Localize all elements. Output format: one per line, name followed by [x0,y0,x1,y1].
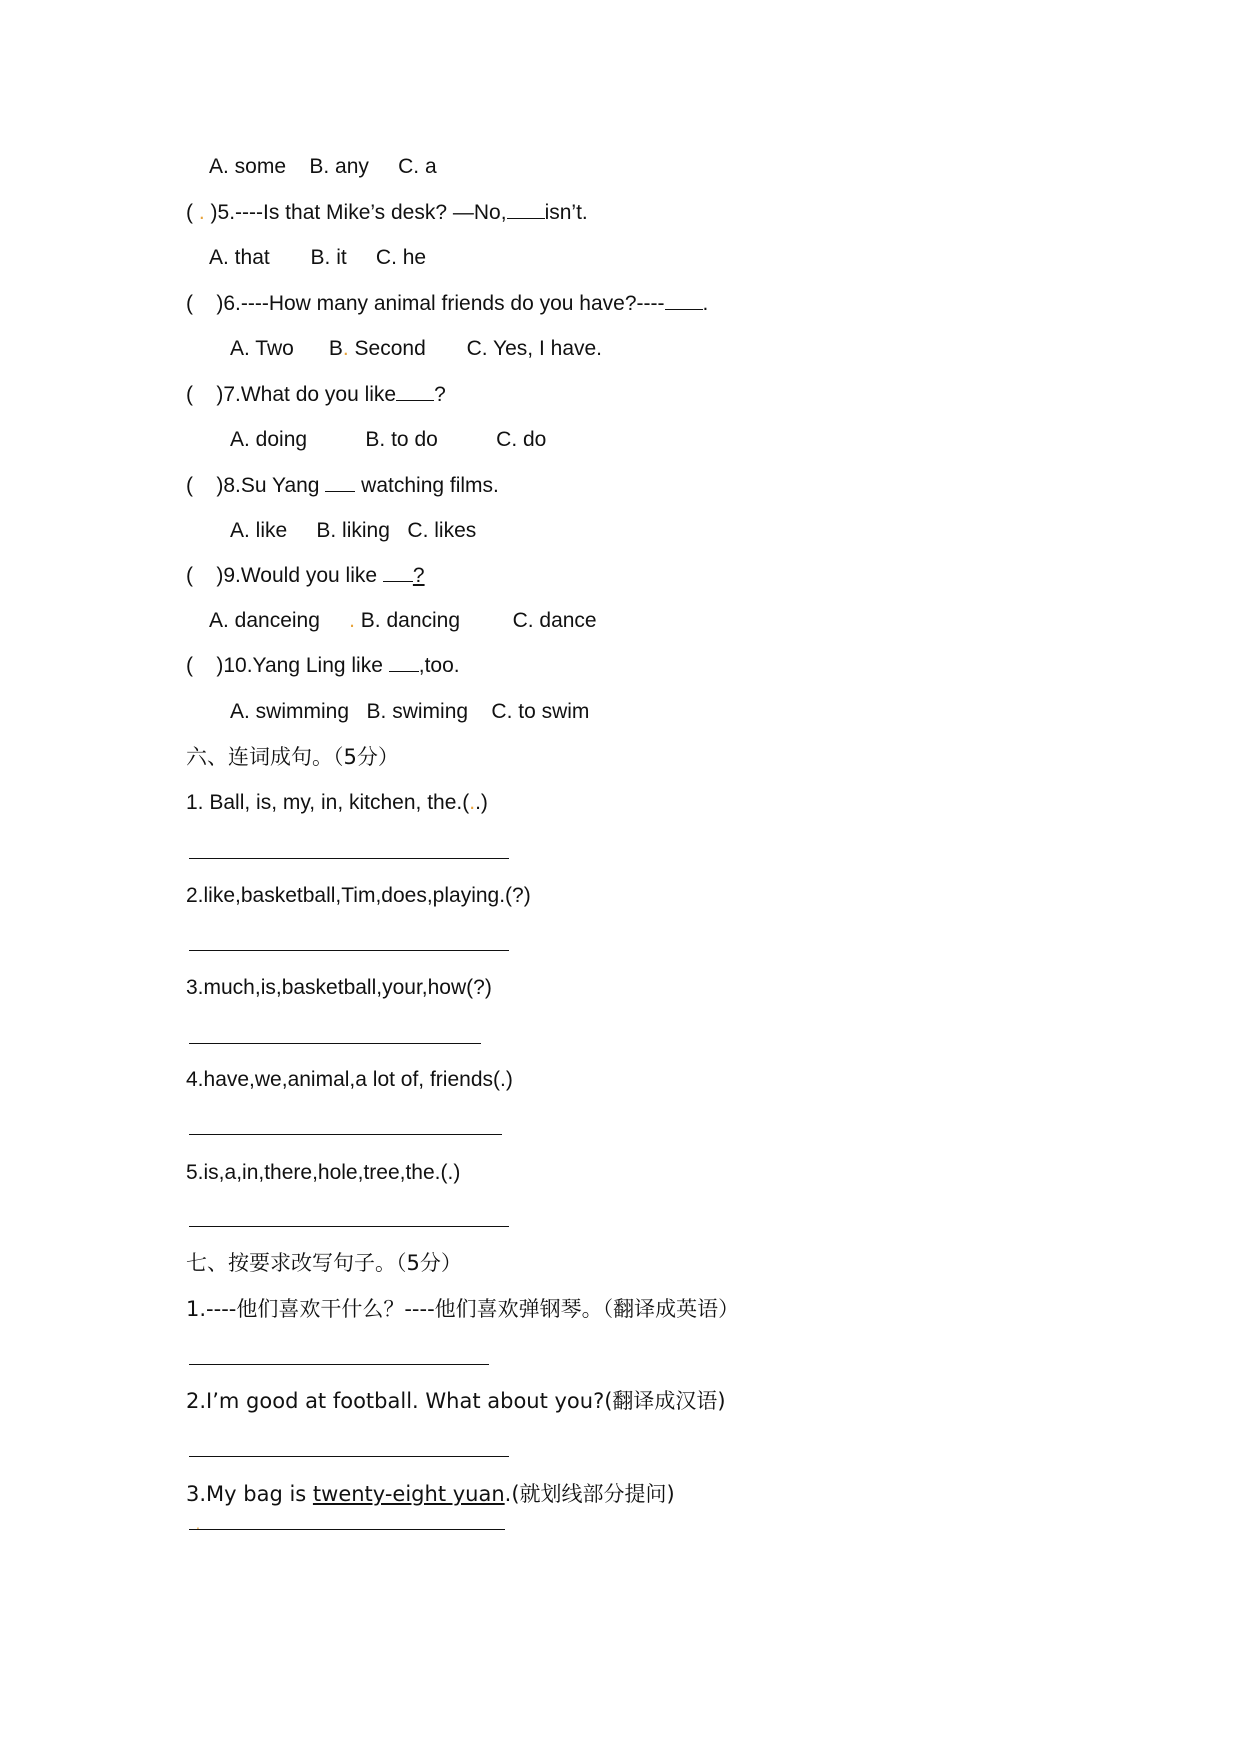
q4-options [209,154,437,180]
section-6-heading: 六、连词成句。（5分） [186,745,399,769]
item-text-end: ) [480,791,488,814]
question-6 [186,291,708,317]
option-c: C. likes [407,519,477,542]
option-c: C. do [496,428,547,451]
option-c: C. dance [512,609,597,632]
answer-blank [383,563,413,582]
item-text-end: .(就划线部分提问) [504,1482,675,1506]
option-c: C. he [375,246,427,269]
option-c: C. to swim [491,700,590,723]
option-b-letter: B [328,337,343,360]
q5-options [209,245,426,271]
question-text-end: ? [434,383,446,406]
option-c: C. a [398,155,437,178]
item-text: 1. Ball, is, my, in, kitchen, the.( [186,791,470,814]
answer-line-6-3[interactable] [189,1043,481,1044]
question-text: )9.Would you like [216,564,378,587]
bracket-open: ( [186,474,193,497]
option-b: B. liking [316,519,390,542]
option-a: A. Two [230,337,294,360]
section-6-item-1: 1. Ball, is, my, in, kitchen, the.(..) [186,791,488,814]
mark-dot: . [469,791,476,814]
answer-blank [507,200,545,219]
answer-blank [665,291,703,310]
option-b: B. it [310,246,347,269]
bracket-open: ( [186,383,193,406]
bracket-open: ( [186,564,193,587]
option-a: A. some [209,155,287,178]
question-text: )5.----Is that Mike’s desk? —No, [210,201,507,224]
q7-options [230,427,546,453]
answer-line-6-2[interactable] [189,950,509,951]
answer-line-6-5[interactable] [189,1226,509,1227]
answer-blank [325,473,355,492]
answer-line-6-4[interactable] [189,1134,502,1135]
section-7-heading: 七、按要求改写句子。（5分） [186,1251,462,1275]
option-a: A. like [230,519,288,542]
question-text-end: ,too. [418,654,460,677]
answer-line-6-1[interactable] [189,858,509,859]
question-text-end: . [702,292,709,315]
option-a: A. doing [230,428,308,451]
question-text-end: isn’t. [544,201,588,224]
question-text: )7.What do you like [216,383,397,406]
question-text: )6.----How many animal friends do you have?---- [216,292,665,315]
section-6-item-4: 4.have,we,animal,a lot of, friends(.) [186,1068,513,1091]
question-text: )8.Su Yang [216,474,320,497]
section-7-item-3 [186,1481,675,1507]
option-a: A. that [209,246,270,269]
question-text: )10.Yang Ling like [216,654,383,677]
bracket-open: ( [186,292,193,315]
option-b: B. any [309,155,369,178]
section-7-item-2: 2.I’m good at football. What about you?(翻译成汉语) [186,1389,726,1413]
q9-options [209,608,597,634]
answer-line-7-2[interactable] [189,1456,509,1457]
answer-blank [396,382,434,401]
bracket-open: ( [186,201,193,224]
mark-dot: . [349,609,355,632]
q10-options [230,699,589,725]
underlined-phrase: twenty-eight yuan [312,1482,505,1506]
section-6-item-2: 2.like,basketball,Tim,does,playing.(?) [186,884,531,907]
question-10 [186,653,460,679]
option-b: B. swiming [366,700,469,723]
option-b: B. to do [365,428,438,451]
section-6-item-5: 5.is,a,in,there,hole,tree,the.(.) [186,1161,461,1184]
q6-options [230,336,602,362]
item-text: 3.My bag is [186,1482,313,1506]
option-c: C. Yes, I have. [466,337,603,360]
answer-line-7-1[interactable] [189,1364,489,1365]
option-a: A. swimming [230,700,350,723]
answer-line-7-3[interactable] [189,1529,505,1530]
mark-dot: . [342,337,349,360]
question-9 [186,563,425,589]
question-text-end: watching films. [361,474,499,497]
section-6-item-3: 3.much,is,basketball,your,how(?) [186,976,492,999]
option-b: B. dancing [360,609,461,632]
question-8 [186,473,499,499]
question-5 [186,200,588,226]
section-7-item-1: 1.----他们喜欢干什么？----他们喜欢弹钢琴。（翻译成英语） [186,1297,740,1321]
option-a: A. danceing [209,609,320,632]
question-7 [186,382,446,408]
bracket-open: ( [186,654,193,677]
option-b-text: Second [348,337,426,360]
question-text-end: ? [412,564,425,587]
q8-options [230,518,476,544]
option-b [329,337,426,360]
mark-dot: . [196,1516,200,1532]
mark-dot: . [198,201,205,224]
answer-blank [389,653,419,672]
